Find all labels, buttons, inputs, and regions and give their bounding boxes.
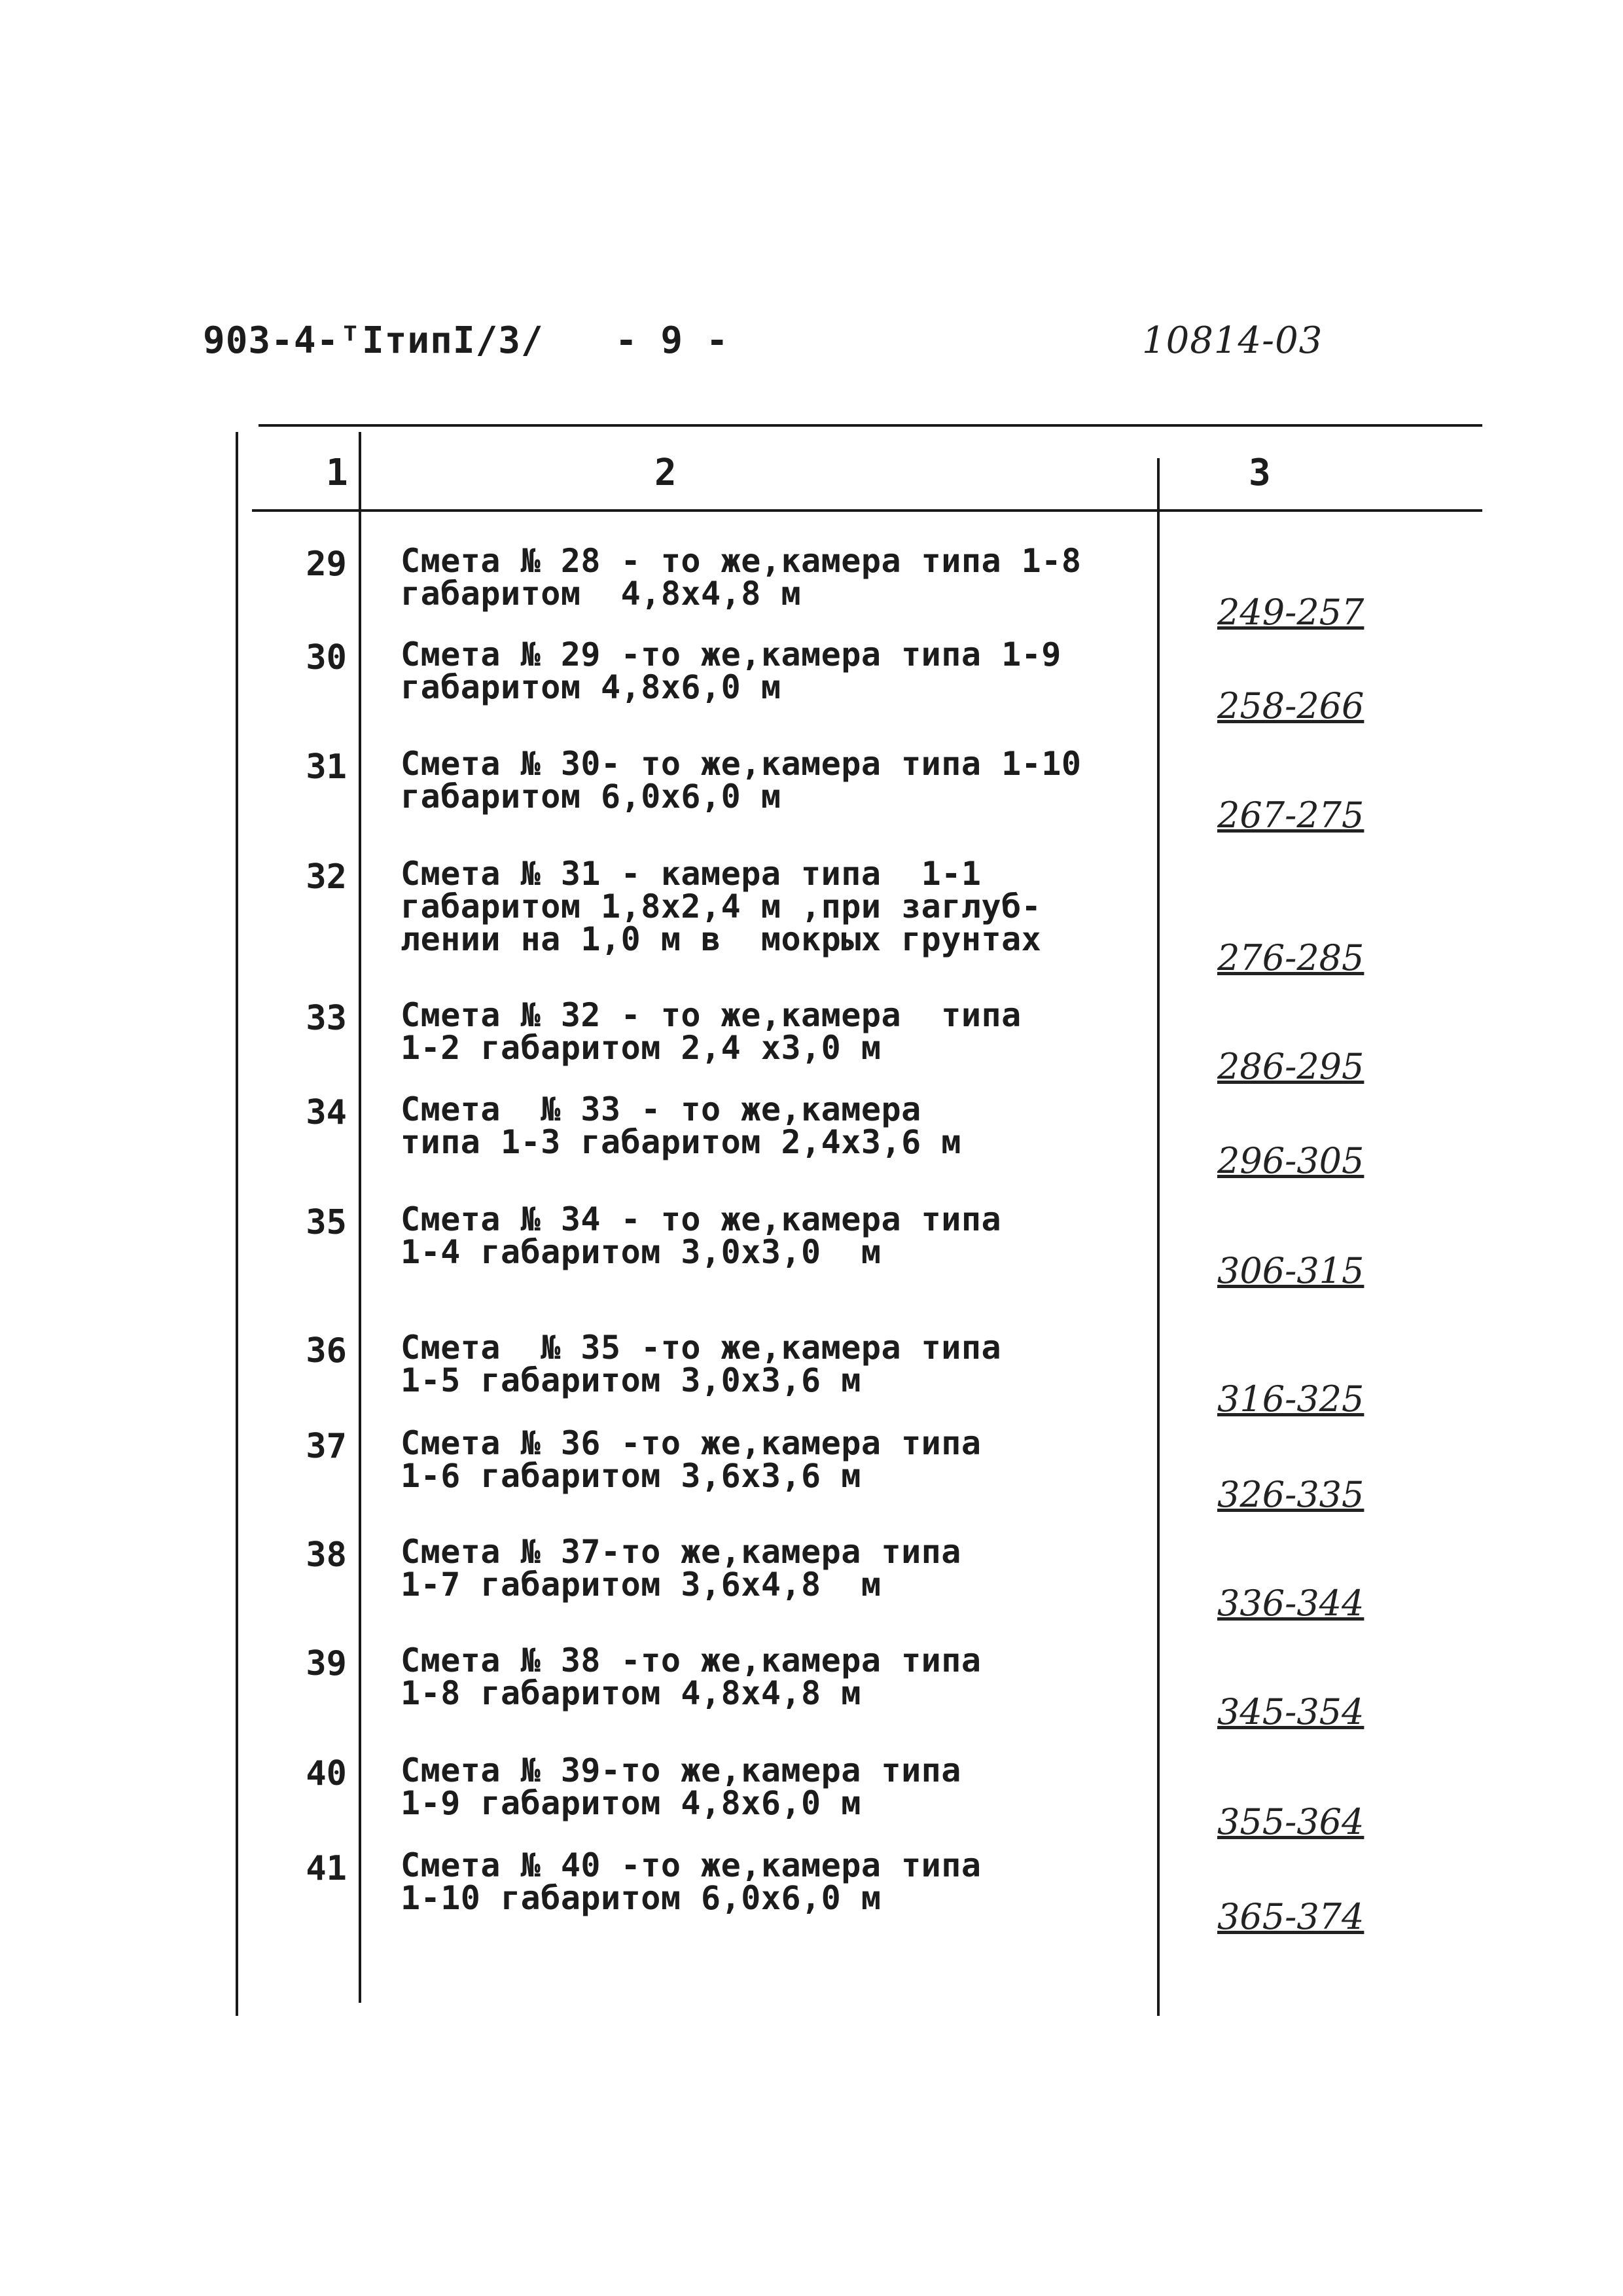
page-range: 345-354 [1217,1691,1364,1732]
description-line: Смета № 35 -то же,камера типа [401,1329,1002,1367]
column-header-1: 1 [326,452,348,494]
column-header-2: 2 [654,452,677,494]
description-line: Смета № 30- то же,камера типа 1-10 [401,745,1082,783]
description-line: 1-8 габаритом 4,8х4,8 м [401,1674,861,1712]
description-line: габаритом 1,8х2,4 м ,при заглуб- [401,888,1042,925]
description-line: Смета № 40 -то же,камера типа [401,1846,982,1884]
row-description [401,1090,961,1161]
page-range: 267-275 [1217,795,1364,836]
page-range: 306-315 [1217,1250,1364,1291]
description-line: Смета № 29 -то же,камера типа 1-9 [401,636,1061,673]
description-line: габаритом 4,8х6,0 м [401,668,781,706]
description-line: 1-7 габаритом 3,6х4,8 м [401,1566,882,1604]
row-number: 40 [306,1754,347,1793]
description-line: габаритом 4,8х4,8 м [401,575,802,613]
row-number: 31 [306,747,347,787]
row-number: 39 [306,1644,347,1683]
description-line: Смета № 37-то же,камера типа [401,1533,961,1571]
page-range: 316-325 [1217,1378,1364,1420]
row-description [401,745,1082,816]
row-description [401,1641,982,1712]
row-description [401,638,1061,704]
row-number: 29 [306,545,347,584]
row-description [401,857,1041,956]
description-line: Смета № 36 -то же,камера типа [401,1424,982,1462]
description-line: Смета № 33 - то же,камера [401,1090,921,1128]
table-left-border [236,432,238,2016]
column-header-3: 3 [1249,452,1271,494]
row-description [401,1331,1001,1397]
column-divider-1 [359,432,361,2003]
row-description [401,1846,982,1917]
row-number: 38 [306,1535,347,1575]
page-range: 276-285 [1217,937,1364,978]
description-line: Смета № 39-то же,камера типа [401,1751,961,1789]
description-line: типа 1-3 габаритом 2,4х3,6 м [401,1123,961,1161]
row-number: 30 [306,638,347,677]
page-range: 258-266 [1217,685,1364,726]
page-range: 365-374 [1217,1896,1364,1937]
description-line: 1-6 габаритом 3,6х3,6 м [401,1457,861,1495]
row-number: 36 [306,1331,347,1371]
description-line: Смета № 34 - то же,камера типа [401,1200,1002,1238]
row-description [401,1200,1002,1271]
description-line: Смета № 32 - то же,камера типа [401,996,1022,1034]
description-line: 1-9 габаритом 4,8х6,0 м [401,1784,861,1822]
page-number: - 9 - [615,319,729,362]
page-range: 355-364 [1217,1801,1364,1842]
column-divider-2 [1157,458,1160,2016]
page-range: 296-305 [1217,1140,1364,1181]
table-top-rule [259,424,1482,427]
description-line: лении на 1,0 м в мокрых грунтах [401,920,1042,958]
description-line: габаритом 6,0х6,0 м [401,778,781,816]
row-description [401,1424,982,1495]
row-description [401,996,1022,1067]
sheet-reference: 10814-03 [1142,319,1323,362]
description-line: Смета № 31 - камера типа 1-1 [401,855,982,893]
description-line: 1-2 габаритом 2,4 х3,0 м [401,1029,882,1067]
row-description [401,1533,961,1604]
document-code: 903-4-ᵀIтипI/3/ [203,319,544,362]
table-header-rule [252,509,1482,512]
description-line: Смета № 38 -то же,камера типа [401,1641,982,1679]
row-number: 32 [306,857,347,897]
page-range: 326-335 [1217,1474,1364,1515]
row-number: 34 [306,1093,347,1132]
description-line: 1-5 габаритом 3,0х3,6 м [401,1361,861,1399]
description-line: 1-4 габаритом 3,0х3,0 м [401,1233,882,1271]
description-line: 1-10 габаритом 6,0х6,0 м [401,1879,882,1917]
page-range: 336-344 [1217,1583,1364,1624]
row-number: 37 [306,1427,347,1466]
row-number: 33 [306,999,347,1038]
row-description [401,1751,961,1822]
row-number: 35 [306,1203,347,1242]
page-range: 249-257 [1217,592,1364,633]
page-range: 286-295 [1217,1046,1364,1087]
row-description [401,542,1082,613]
row-number: 41 [306,1849,347,1888]
description-line: Смета № 28 - то же,камера типа 1-8 [401,542,1082,580]
